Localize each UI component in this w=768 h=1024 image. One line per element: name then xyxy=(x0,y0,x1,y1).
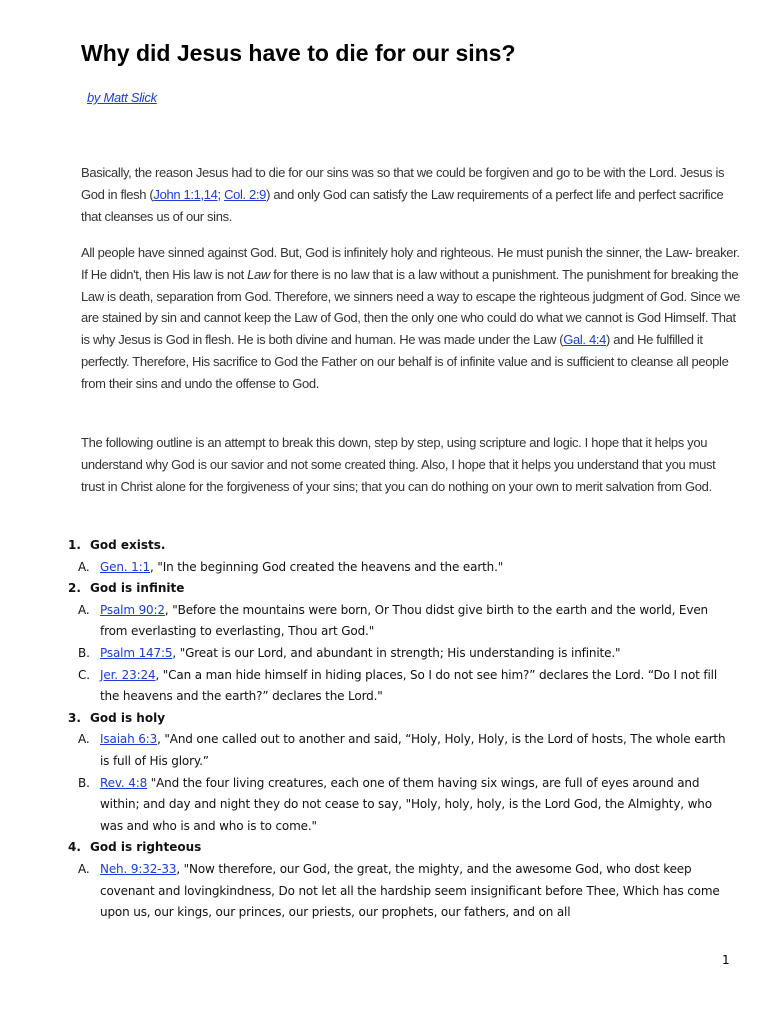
scripture-ref-link[interactable]: Gen. 1:1 xyxy=(100,559,151,574)
section-number: 3. xyxy=(68,710,81,725)
item-quote-text: , "Great is our Lord, and abundant in strength; His understanding is infinite." xyxy=(172,645,621,660)
item-letter: A. xyxy=(78,559,90,574)
item-letter: A. xyxy=(78,861,90,876)
section-heading-text: God exists. xyxy=(90,538,166,552)
section-number: 4. xyxy=(68,840,81,855)
ref-link-john-1-1[interactable]: John 1:1,14 xyxy=(153,186,218,202)
ref-link-col-2-9[interactable]: Col. 2:9 xyxy=(224,186,267,202)
outline-intro-paragraph: The following outline is an attempt to break this down, step by step, using scripture and logic. I hope that it helps you understand why God is our savior and not some created thing. Also, I hope that it helps you understand that you must trust in Christ alone for the forgiveness of your sins; that you can do nothing on your own to merit salvation from God. xyxy=(81,435,716,494)
item-quote-text: , "Before the mountains were born, Or Thou didst give birth to the earth and the world, Even from everlasting to everlasting, Thou art God." xyxy=(100,602,709,639)
sin-text-2: for there is no law that is a law without a punishment. The punishment for breaking the Law is death, separation from God. Therefore, we sinners need a way to escape the righteous judgment of God. Since we are stained by sin and cannot keep the Law of God, then the only one who could do what we cannot is God Himself. That is why Jesus is God in flesh. He is both divine and human. He was made under the Law ( xyxy=(81,266,741,348)
item-quote-text: , "In the beginning God created the heavens and the earth." xyxy=(150,559,504,574)
intro-text-3: ) and only God can satisfy the Law requirements of a perfect life and perfect sacrifice that cleanses us of our sins. xyxy=(81,186,724,224)
section-number: 1. xyxy=(68,538,81,552)
section-heading-text: God is righteous xyxy=(90,840,202,855)
author-link[interactable]: by Matt Slick xyxy=(87,90,157,105)
item-letter: B. xyxy=(78,775,90,790)
outline-list xyxy=(68,535,738,924)
outline-section-heading xyxy=(68,708,738,730)
outline-item xyxy=(68,557,738,579)
page-number: 1 xyxy=(722,953,730,967)
outline-section-heading xyxy=(68,837,738,859)
item-quote-text: , "Now therefore, our God, the great, the mighty, and the awesome God, who dost keep covenant and lovingkindness, Do not let all the hardship seem insignificant before Thee, Which has come upon us, our kings, our princes, our priests, our prophets, our fathers, and on all xyxy=(100,861,720,920)
outline-item xyxy=(68,773,738,838)
ref-link-gal-4-4[interactable]: Gal. 4:4 xyxy=(563,332,606,348)
outline-item xyxy=(68,600,738,643)
item-letter: C. xyxy=(78,667,90,682)
scripture-ref-link[interactable]: Psalm 90:2 xyxy=(100,602,165,617)
scripture-ref-link[interactable]: Neh. 9:32-33 xyxy=(100,861,177,876)
intro-text-2: ; xyxy=(217,186,225,202)
item-letter: A. xyxy=(78,732,90,747)
outline-item xyxy=(68,665,738,708)
sin-text-1: All people have sinned against God. But, God is infinitely holy and righteous. He must punish the sinner, the Law- breaker. If He didn't, then His law is not xyxy=(81,245,740,282)
scripture-ref-link[interactable]: Isaiah 6:3 xyxy=(100,732,158,747)
intro-paragraph xyxy=(81,162,741,227)
section-heading-text: God is holy xyxy=(90,710,166,725)
item-letter: B. xyxy=(78,645,90,660)
scripture-ref-link[interactable]: Psalm 147:5 xyxy=(100,645,173,660)
intro-text-1: Basically, the reason Jesus had to die for our sins was so that we could be forgiven and go to be with the Lord. Jesus is God in flesh ( xyxy=(81,165,725,202)
law-emphasis: Law xyxy=(247,266,270,282)
scripture-ref-link[interactable]: Rev. 4:8 xyxy=(100,775,148,790)
outline-item xyxy=(68,729,738,772)
scripture-ref-link[interactable]: Jer. 23:24 xyxy=(100,667,156,682)
page-title: Why did Jesus have to die for our sins? xyxy=(81,40,516,66)
sin-paragraph xyxy=(81,242,741,395)
item-quote-text: , "And one called out to another and said, “Holy, Holy, Holy, is the Lord of hosts, The whole earth is full of His glory.” xyxy=(100,732,726,768)
item-letter: A. xyxy=(78,602,90,617)
outline-item xyxy=(68,643,738,665)
outline-item xyxy=(68,859,738,924)
section-number: 2. xyxy=(68,581,81,596)
sin-text-3: ) and He fulfilled it perfectly. Therefore, His sacrifice to God the Father on our behalf is of infinite value and is sufficient to cleanse all people from their sins and undo the offense to God. xyxy=(81,332,729,391)
section-heading-text: God is infinite xyxy=(90,581,185,596)
outline-section-heading xyxy=(68,535,738,557)
author-byline[interactable] xyxy=(87,90,157,105)
outline-section-heading xyxy=(68,578,738,600)
item-quote-text: , "Can a man hide himself in hiding places, So I do not see him?” declares the Lord. “Do I not fill the heavens and the earth?” declares the Lord." xyxy=(100,667,718,704)
item-quote-text: "And the four living creatures, each one of them having six wings, are full of eyes around and within; and day and night they do not cease to say, "Holy, holy, holy, is the Lord God, the Almighty, who was and who is and who is to come." xyxy=(100,775,712,833)
